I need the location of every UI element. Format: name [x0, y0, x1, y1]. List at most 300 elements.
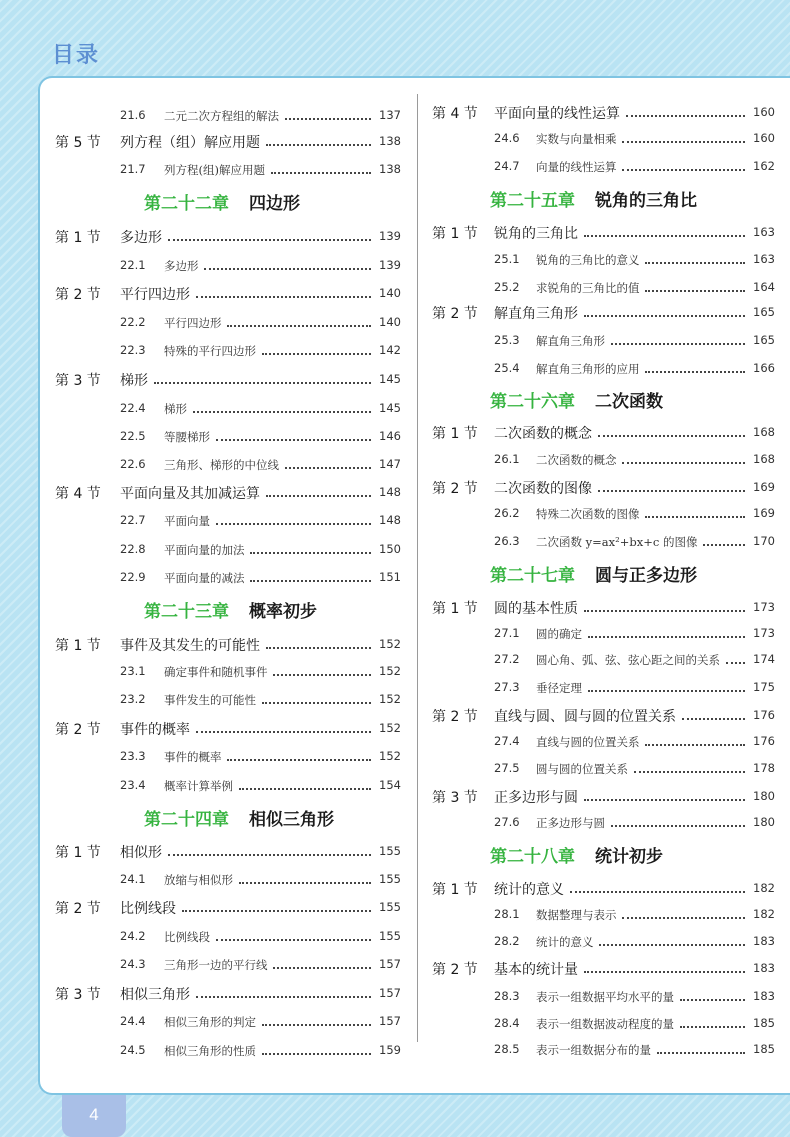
dot-leader [588, 630, 745, 638]
subsection-title: 圆与圆的位置关系 [536, 762, 628, 776]
subsection-number: 24.2 [120, 929, 146, 943]
toc-subsection-row[interactable] [418, 730, 790, 752]
section-label: 第 2 节 [432, 306, 478, 322]
page-ref: 176 [753, 708, 775, 722]
chapter-number: 第二十六章 [490, 392, 575, 412]
toc-subsection-row[interactable] [40, 1039, 417, 1061]
page-ref: 157 [379, 957, 401, 971]
page-ref: 183 [753, 934, 775, 948]
dot-leader [680, 1020, 745, 1028]
dot-leader [168, 233, 371, 241]
page-ref: 166 [753, 361, 775, 375]
section-title: 列方程（组）解应用题 [120, 135, 260, 151]
page-ref: 182 [753, 907, 775, 921]
subsection-number: 27.3 [494, 680, 520, 694]
section-title: 直线与圆、圆与圆的位置关系 [494, 709, 676, 725]
page-ref: 183 [753, 989, 775, 1003]
section-label: 第 2 节 [432, 709, 478, 725]
toc-subsection-row[interactable] [40, 868, 417, 890]
subsection-title: 平行四边形 [164, 316, 222, 330]
section-title: 解直角三角形 [494, 306, 578, 322]
page-ref: 178 [753, 761, 775, 775]
subsection-number: 27.1 [494, 626, 520, 640]
section-title: 事件及其发生的可能性 [120, 638, 260, 654]
section-label: 第 2 节 [55, 901, 101, 917]
toc-subsection-row[interactable] [418, 127, 790, 149]
subsection-title: 实数与向量相乘 [536, 132, 617, 146]
toc-subsection-row[interactable] [418, 757, 790, 779]
toc-section-row[interactable] [40, 633, 417, 655]
dot-leader [285, 461, 371, 469]
toc-subsection-row[interactable] [40, 925, 417, 947]
dot-leader [216, 433, 371, 441]
subsection-number: 22.5 [120, 429, 146, 443]
subsection-number: 27.4 [494, 734, 520, 748]
toc-subsection-row[interactable] [40, 254, 417, 276]
page-ref: 176 [753, 734, 775, 748]
page-ref: 148 [379, 513, 401, 527]
subsection-number: 23.4 [120, 778, 146, 792]
subsection-number: 28.2 [494, 934, 520, 948]
chapter-heading[interactable] [40, 597, 417, 625]
toc-subsection-row[interactable] [40, 538, 417, 560]
dot-leader [250, 574, 371, 582]
subsection-number: 28.1 [494, 907, 520, 921]
toc-subsection-row[interactable] [40, 774, 417, 796]
toc-subsection-row[interactable] [418, 1012, 790, 1034]
dot-leader [266, 138, 371, 146]
section-label: 第 2 节 [432, 962, 478, 978]
toc-section-row[interactable] [418, 957, 790, 979]
page-ref: 185 [753, 1016, 775, 1030]
subsection-title: 二次函数 y=ax²+bx+c 的图像 [536, 535, 698, 549]
page-ref: 160 [753, 131, 775, 145]
page-ref: 145 [379, 401, 401, 415]
page-ref: 145 [379, 372, 401, 386]
subsection-number: 22.3 [120, 343, 146, 357]
toc-subsection-row[interactable] [418, 903, 790, 925]
chapter-number: 第二十八章 [490, 847, 575, 867]
subsection-title: 求锐角的三角比的值 [536, 281, 640, 295]
section-title: 基本的统计量 [494, 962, 578, 978]
toc-section-row[interactable] [418, 476, 790, 498]
subsection-title: 放缩与相似形 [164, 873, 233, 887]
subsection-number: 26.1 [494, 452, 520, 466]
dot-leader [271, 166, 371, 174]
dot-leader [584, 229, 745, 237]
dot-leader [262, 1047, 371, 1055]
toc-subsection-row[interactable] [418, 448, 790, 470]
dot-leader [622, 163, 745, 171]
dot-leader [570, 885, 745, 893]
section-label: 第 2 节 [55, 287, 101, 303]
dot-leader [703, 538, 745, 546]
toc-section-row[interactable] [418, 421, 790, 443]
section-title: 比例线段 [120, 901, 176, 917]
toc-card [38, 76, 790, 1095]
page-ref: 173 [753, 626, 775, 640]
section-title: 平面向量及其加减运算 [120, 486, 260, 502]
section-label: 第 1 节 [432, 601, 478, 617]
subsection-number: 25.3 [494, 333, 520, 347]
dot-leader [584, 793, 745, 801]
dot-leader [273, 961, 371, 969]
dot-leader [645, 738, 745, 746]
page-ref: 164 [753, 280, 775, 294]
page-ref: 155 [379, 844, 401, 858]
toc-section-row[interactable] [40, 840, 417, 862]
page-ref: 148 [379, 485, 401, 499]
subsection-number: 22.6 [120, 457, 146, 471]
subsection-title: 解直角三角形 [536, 334, 605, 348]
toc-section-row[interactable] [40, 481, 417, 503]
toc-section-row[interactable] [40, 896, 417, 918]
page-number: 4 [89, 1105, 99, 1124]
page-ref: 162 [753, 159, 775, 173]
dot-leader [262, 696, 371, 704]
page-ref: 168 [753, 425, 775, 439]
toc-subsection-row[interactable] [418, 985, 790, 1007]
page-ref: 170 [753, 534, 775, 548]
dot-leader [204, 262, 371, 270]
dot-leader [196, 990, 371, 998]
page-ref: 165 [753, 333, 775, 347]
subsection-title: 统计的意义 [536, 935, 594, 949]
dot-leader [239, 782, 371, 790]
chapter-heading[interactable] [40, 805, 417, 833]
dot-leader [645, 256, 745, 264]
section-label: 第 1 节 [432, 882, 478, 898]
section-label: 第 4 节 [55, 486, 101, 502]
subsection-number: 24.5 [120, 1043, 146, 1057]
toc-subsection-row[interactable] [418, 155, 790, 177]
toc-section-row[interactable] [40, 982, 417, 1004]
chapter-title: 统计初步 [594, 847, 663, 867]
chapter-number: 第二十二章 [144, 194, 229, 214]
subsection-title: 向量的线性运算 [536, 160, 617, 174]
dot-leader [611, 819, 745, 827]
section-label: 第 1 节 [432, 226, 478, 242]
page-ref: 174 [753, 652, 775, 666]
dot-leader [645, 510, 745, 518]
dot-leader [193, 405, 371, 413]
section-label: 第 4 节 [432, 106, 478, 122]
subsection-number: 24.7 [494, 159, 520, 173]
subsection-title: 三角形一边的平行线 [164, 958, 268, 972]
subsection-number: 23.1 [120, 664, 146, 678]
dot-leader [216, 933, 371, 941]
page-ref: 175 [753, 680, 775, 694]
subsection-title: 三角形、梯形的中位线 [164, 458, 279, 472]
dot-leader [285, 112, 371, 120]
toc-section-row[interactable] [418, 101, 790, 123]
toc-section-row[interactable] [40, 225, 417, 247]
subsection-title: 二次函数的概念 [536, 453, 617, 467]
chapter-number: 第二十三章 [144, 602, 229, 622]
toc-subsection-row[interactable] [40, 688, 417, 710]
dot-leader [598, 484, 745, 492]
dot-leader [626, 109, 745, 117]
toc-subsection-row[interactable] [418, 276, 790, 298]
page-ref: 142 [379, 343, 401, 357]
section-label: 第 3 节 [55, 987, 101, 1003]
dot-leader [239, 876, 371, 884]
toc-section-row[interactable] [418, 704, 790, 726]
dot-leader [584, 965, 745, 973]
dot-leader [266, 641, 371, 649]
toc-subsection-row[interactable] [40, 566, 417, 588]
dot-leader [634, 765, 745, 773]
section-title: 事件的概率 [120, 722, 190, 738]
page-ref: 140 [379, 315, 401, 329]
subsection-title: 比例线段 [164, 930, 210, 944]
dot-leader [645, 284, 745, 292]
section-title: 平行四边形 [120, 287, 190, 303]
page-ref: 185 [753, 1042, 775, 1056]
subsection-title: 确定事件和随机事件 [164, 665, 268, 679]
subsection-title: 表示一组数据分布的量 [536, 1043, 651, 1057]
toc-subsection-row[interactable] [418, 811, 790, 833]
page-number-tab [62, 1095, 126, 1137]
section-label: 第 3 节 [55, 373, 101, 389]
toc-subsection-row[interactable] [40, 1010, 417, 1032]
page-ref: 140 [379, 286, 401, 300]
subsection-number: 23.3 [120, 749, 146, 763]
page-ref: 180 [753, 815, 775, 829]
dot-leader [266, 489, 371, 497]
subsection-number: 24.1 [120, 872, 146, 886]
toc-subsection-row[interactable] [418, 622, 790, 644]
dot-leader [216, 517, 371, 525]
toc-section-row[interactable] [40, 282, 417, 304]
subsection-title: 二元二次方程组的解法 [164, 109, 279, 123]
page-ref: 165 [753, 305, 775, 319]
subsection-title: 圆的确定 [536, 627, 582, 641]
subsection-title: 平面向量的减法 [164, 571, 245, 585]
dot-leader [622, 135, 745, 143]
dot-leader [262, 347, 371, 355]
section-title: 二次函数的概念 [494, 426, 592, 442]
dot-leader [584, 604, 745, 612]
page-ref: 146 [379, 429, 401, 443]
toc-section-row[interactable] [418, 596, 790, 618]
subsection-number: 25.2 [494, 280, 520, 294]
toc-subsection-row[interactable] [418, 502, 790, 524]
page-ref: 155 [379, 929, 401, 943]
toc-subsection-row[interactable] [418, 357, 790, 379]
dot-leader [726, 656, 745, 664]
dot-leader [599, 938, 745, 946]
subsection-title: 圆心角、弧、弦、弦心距之间的关系 [536, 653, 720, 667]
toc-subsection-row[interactable] [418, 930, 790, 952]
chapter-title: 圆与正多边形 [594, 566, 697, 586]
subsection-number: 27.2 [494, 652, 520, 666]
section-title: 相似形 [120, 845, 162, 861]
toc-subsection-row[interactable] [40, 339, 417, 361]
section-title: 梯形 [120, 373, 148, 389]
section-label: 第 1 节 [55, 230, 101, 246]
section-title: 二次函数的图像 [494, 481, 592, 497]
toc-subsection-row[interactable] [40, 509, 417, 531]
toc-subsection-row[interactable] [40, 158, 417, 180]
page-ref: 152 [379, 749, 401, 763]
section-label: 第 2 节 [55, 722, 101, 738]
page-ref: 151 [379, 570, 401, 584]
subsection-title: 表示一组数据波动程度的量 [536, 1017, 674, 1031]
page-ref: 139 [379, 229, 401, 243]
page-ref: 157 [379, 1014, 401, 1028]
section-title: 锐角的三角比 [494, 226, 578, 242]
subsection-number: 26.2 [494, 506, 520, 520]
dot-leader [250, 546, 371, 554]
toc-subsection-row[interactable] [40, 311, 417, 333]
dot-leader [588, 684, 745, 692]
page-ref: 183 [753, 961, 775, 975]
page-ref: 147 [379, 457, 401, 471]
toc-subsection-row[interactable] [40, 453, 417, 475]
chapter-number: 第二十七章 [490, 566, 575, 586]
section-title: 多边形 [120, 230, 162, 246]
page-ref: 169 [753, 506, 775, 520]
chapter-title: 概率初步 [248, 602, 317, 622]
subsection-title: 梯形 [164, 402, 187, 416]
chapter-heading[interactable] [418, 561, 790, 589]
chapter-heading[interactable] [40, 189, 417, 217]
subsection-title: 等腰梯形 [164, 430, 210, 444]
subsection-number: 27.5 [494, 761, 520, 775]
chapter-title: 锐角的三角比 [594, 191, 697, 211]
toc-section-row[interactable] [40, 717, 417, 739]
section-title: 统计的意义 [494, 882, 564, 898]
subsection-title: 表示一组数据平均水平的量 [536, 990, 674, 1004]
subsection-number: 25.1 [494, 252, 520, 266]
subsection-title: 事件的概率 [164, 750, 222, 764]
dot-leader [262, 1018, 371, 1026]
subsection-number: 24.6 [494, 131, 520, 145]
toc-subsection-row[interactable] [418, 676, 790, 698]
dot-leader [680, 993, 745, 1001]
page-ref: 182 [753, 881, 775, 895]
chapter-title: 四边形 [248, 194, 300, 214]
toc-subsection-row[interactable] [418, 329, 790, 351]
page-ref: 138 [379, 162, 401, 176]
page-ref: 150 [379, 542, 401, 556]
subsection-number: 28.4 [494, 1016, 520, 1030]
dot-leader [196, 725, 371, 733]
subsection-title: 正多边形与圆 [536, 816, 605, 830]
subsection-number: 22.9 [120, 570, 146, 584]
subsection-number: 23.2 [120, 692, 146, 706]
subsection-title: 锐角的三角比的意义 [536, 253, 640, 267]
page-ref: 152 [379, 664, 401, 678]
subsection-title: 直线与圆的位置关系 [536, 735, 640, 749]
toc-section-row[interactable] [418, 221, 790, 243]
toc-subsection-row[interactable] [40, 397, 417, 419]
chapter-title: 二次函数 [594, 392, 663, 412]
toc-subsection-row[interactable] [418, 530, 790, 552]
page-ref: 152 [379, 692, 401, 706]
section-label: 第 1 节 [432, 426, 478, 442]
dot-leader [182, 904, 371, 912]
section-title: 平面向量的线性运算 [494, 106, 620, 122]
toc-subsection-row[interactable] [418, 648, 790, 670]
toc-subsection-row[interactable] [40, 745, 417, 767]
subsection-number: 22.4 [120, 401, 146, 415]
section-label: 第 1 节 [55, 638, 101, 654]
page-ref: 137 [379, 108, 401, 122]
subsection-number: 22.7 [120, 513, 146, 527]
section-label: 第 1 节 [55, 845, 101, 861]
section-title: 正多边形与圆 [494, 790, 578, 806]
chapter-title: 相似三角形 [248, 810, 334, 830]
subsection-title: 相似三角形的判定 [164, 1015, 256, 1029]
chapter-heading[interactable] [418, 186, 790, 214]
subsection-number: 24.3 [120, 957, 146, 971]
subsection-number: 22.8 [120, 542, 146, 556]
dot-leader [682, 712, 745, 720]
toc-subsection-row[interactable] [40, 953, 417, 975]
subsection-title: 平面向量 [164, 514, 210, 528]
toc-subsection-row[interactable] [418, 1038, 790, 1060]
page-ref: 163 [753, 225, 775, 239]
page-ref: 169 [753, 480, 775, 494]
subsection-title: 相似三角形的性质 [164, 1044, 256, 1058]
dot-leader [645, 365, 745, 373]
subsection-title: 平面向量的加法 [164, 543, 245, 557]
chapter-heading[interactable] [418, 387, 790, 415]
page-ref: 173 [753, 600, 775, 614]
subsection-title: 数据整理与表示 [536, 908, 617, 922]
subsection-number: 28.5 [494, 1042, 520, 1056]
subsection-title: 多边形 [164, 259, 199, 273]
toc-subsection-row[interactable] [418, 248, 790, 270]
subsection-title: 列方程(组)解应用题 [164, 163, 265, 177]
dot-leader [227, 319, 371, 327]
toc-subsection-row[interactable] [40, 660, 417, 682]
toc-section-row[interactable] [418, 785, 790, 807]
toc-section-row[interactable] [40, 130, 417, 152]
subsection-number: 21.6 [120, 108, 146, 122]
dot-leader [622, 456, 745, 464]
subsection-number: 28.3 [494, 989, 520, 1003]
subsection-title: 事件发生的可能性 [164, 693, 256, 707]
toc-section-row[interactable] [40, 368, 417, 390]
chapter-heading[interactable] [418, 842, 790, 870]
chapter-number: 第二十五章 [490, 191, 575, 211]
subsection-number: 22.2 [120, 315, 146, 329]
dot-leader [657, 1046, 745, 1054]
subsection-title: 垂径定理 [536, 681, 582, 695]
toc-subsection-row[interactable] [40, 425, 417, 447]
toc-subsection-row[interactable] [40, 104, 417, 126]
subsection-number: 21.7 [120, 162, 146, 176]
page-ref: 138 [379, 134, 401, 148]
page-ref: 139 [379, 258, 401, 272]
toc-section-row[interactable] [418, 877, 790, 899]
dot-leader [584, 309, 745, 317]
page-ref: 152 [379, 637, 401, 651]
dot-leader [196, 290, 371, 298]
dot-leader [154, 376, 371, 384]
subsection-number: 22.1 [120, 258, 146, 272]
subsection-number: 25.4 [494, 361, 520, 375]
toc-section-row[interactable] [418, 301, 790, 323]
subsection-number: 27.6 [494, 815, 520, 829]
dot-leader [622, 911, 745, 919]
section-label: 第 3 节 [432, 790, 478, 806]
dot-leader [598, 429, 745, 437]
page-ref: 163 [753, 252, 775, 266]
